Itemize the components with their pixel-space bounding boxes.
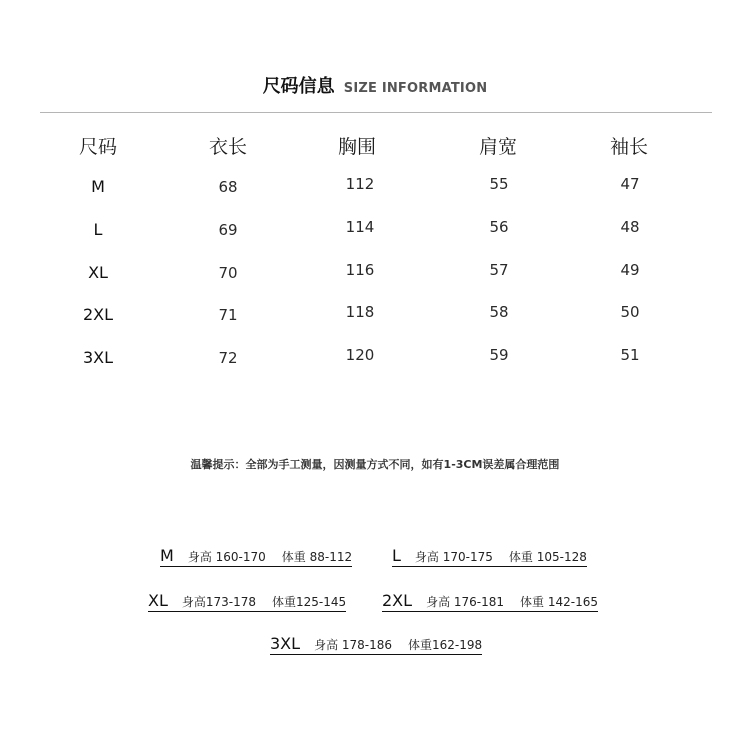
row-chest: 116 (345, 261, 375, 279)
rec-size: XL (148, 591, 168, 610)
row-sleeve: 50 (620, 303, 640, 321)
row-shoulder: 55 (489, 175, 509, 193)
rec-weight: 体重 105-128 (508, 550, 587, 564)
rec-size: L (392, 546, 401, 565)
row-shoulder: 57 (489, 261, 509, 279)
rec-weight: 体重125-145 (272, 595, 347, 609)
rec-height: 身高 170-175 (414, 550, 493, 564)
rec-height: 身高173-178 (181, 595, 257, 609)
title-divider (40, 112, 712, 113)
row-length: 68 (218, 178, 238, 196)
row-shoulder: 56 (489, 218, 509, 236)
measurement-note: 温馨提示：全部为手工测量，因测量方式不同，如有1-3CM误差属合理范围 (190, 458, 560, 471)
row-shoulder: 59 (489, 346, 509, 364)
recommendation-l (392, 546, 587, 567)
row-length: 71 (218, 306, 238, 324)
row-size: XL (88, 263, 108, 282)
header-size: 尺码 (78, 136, 117, 158)
recommendation-xl (148, 591, 346, 612)
row-chest: 112 (345, 175, 375, 193)
row-size: M (91, 177, 105, 196)
row-sleeve: 51 (620, 346, 640, 364)
row-length: 70 (218, 264, 238, 282)
row-size: 2XL (82, 305, 114, 324)
rec-size: M (160, 546, 174, 565)
rec-weight: 体重162-198 (408, 638, 483, 652)
recommendation-m (160, 546, 352, 567)
row-sleeve: 49 (620, 261, 640, 279)
rec-size: 3XL (270, 634, 301, 653)
row-length: 72 (218, 349, 238, 367)
recommendation-2xl (382, 591, 598, 612)
rec-weight: 体重 142-165 (520, 595, 598, 609)
rec-height: 身高 176-181 (426, 595, 505, 609)
recommendation-3xl (270, 634, 482, 655)
title-en: SIZE INFORMATION (343, 81, 488, 96)
header-shoulder: 肩宽 (478, 136, 517, 158)
rec-height: 身高 178-186 (314, 638, 393, 652)
header-chest: 胸围 (337, 136, 376, 158)
row-size: L (93, 220, 103, 239)
rec-height: 身高 160-170 (187, 550, 266, 564)
page-title (0, 72, 750, 98)
row-chest: 114 (345, 218, 375, 236)
row-length: 69 (218, 221, 238, 239)
row-chest: 118 (345, 303, 375, 321)
header-sleeve: 袖长 (609, 136, 648, 158)
title-zh: 尺码信息 (262, 76, 335, 97)
header-length: 衣长 (208, 136, 247, 158)
row-size: 3XL (82, 348, 114, 367)
row-sleeve: 48 (620, 218, 640, 236)
row-shoulder: 58 (489, 303, 509, 321)
row-chest: 120 (345, 346, 375, 364)
rec-size: 2XL (382, 591, 413, 610)
row-sleeve: 47 (620, 175, 640, 193)
rec-weight: 体重 88-112 (281, 550, 353, 564)
